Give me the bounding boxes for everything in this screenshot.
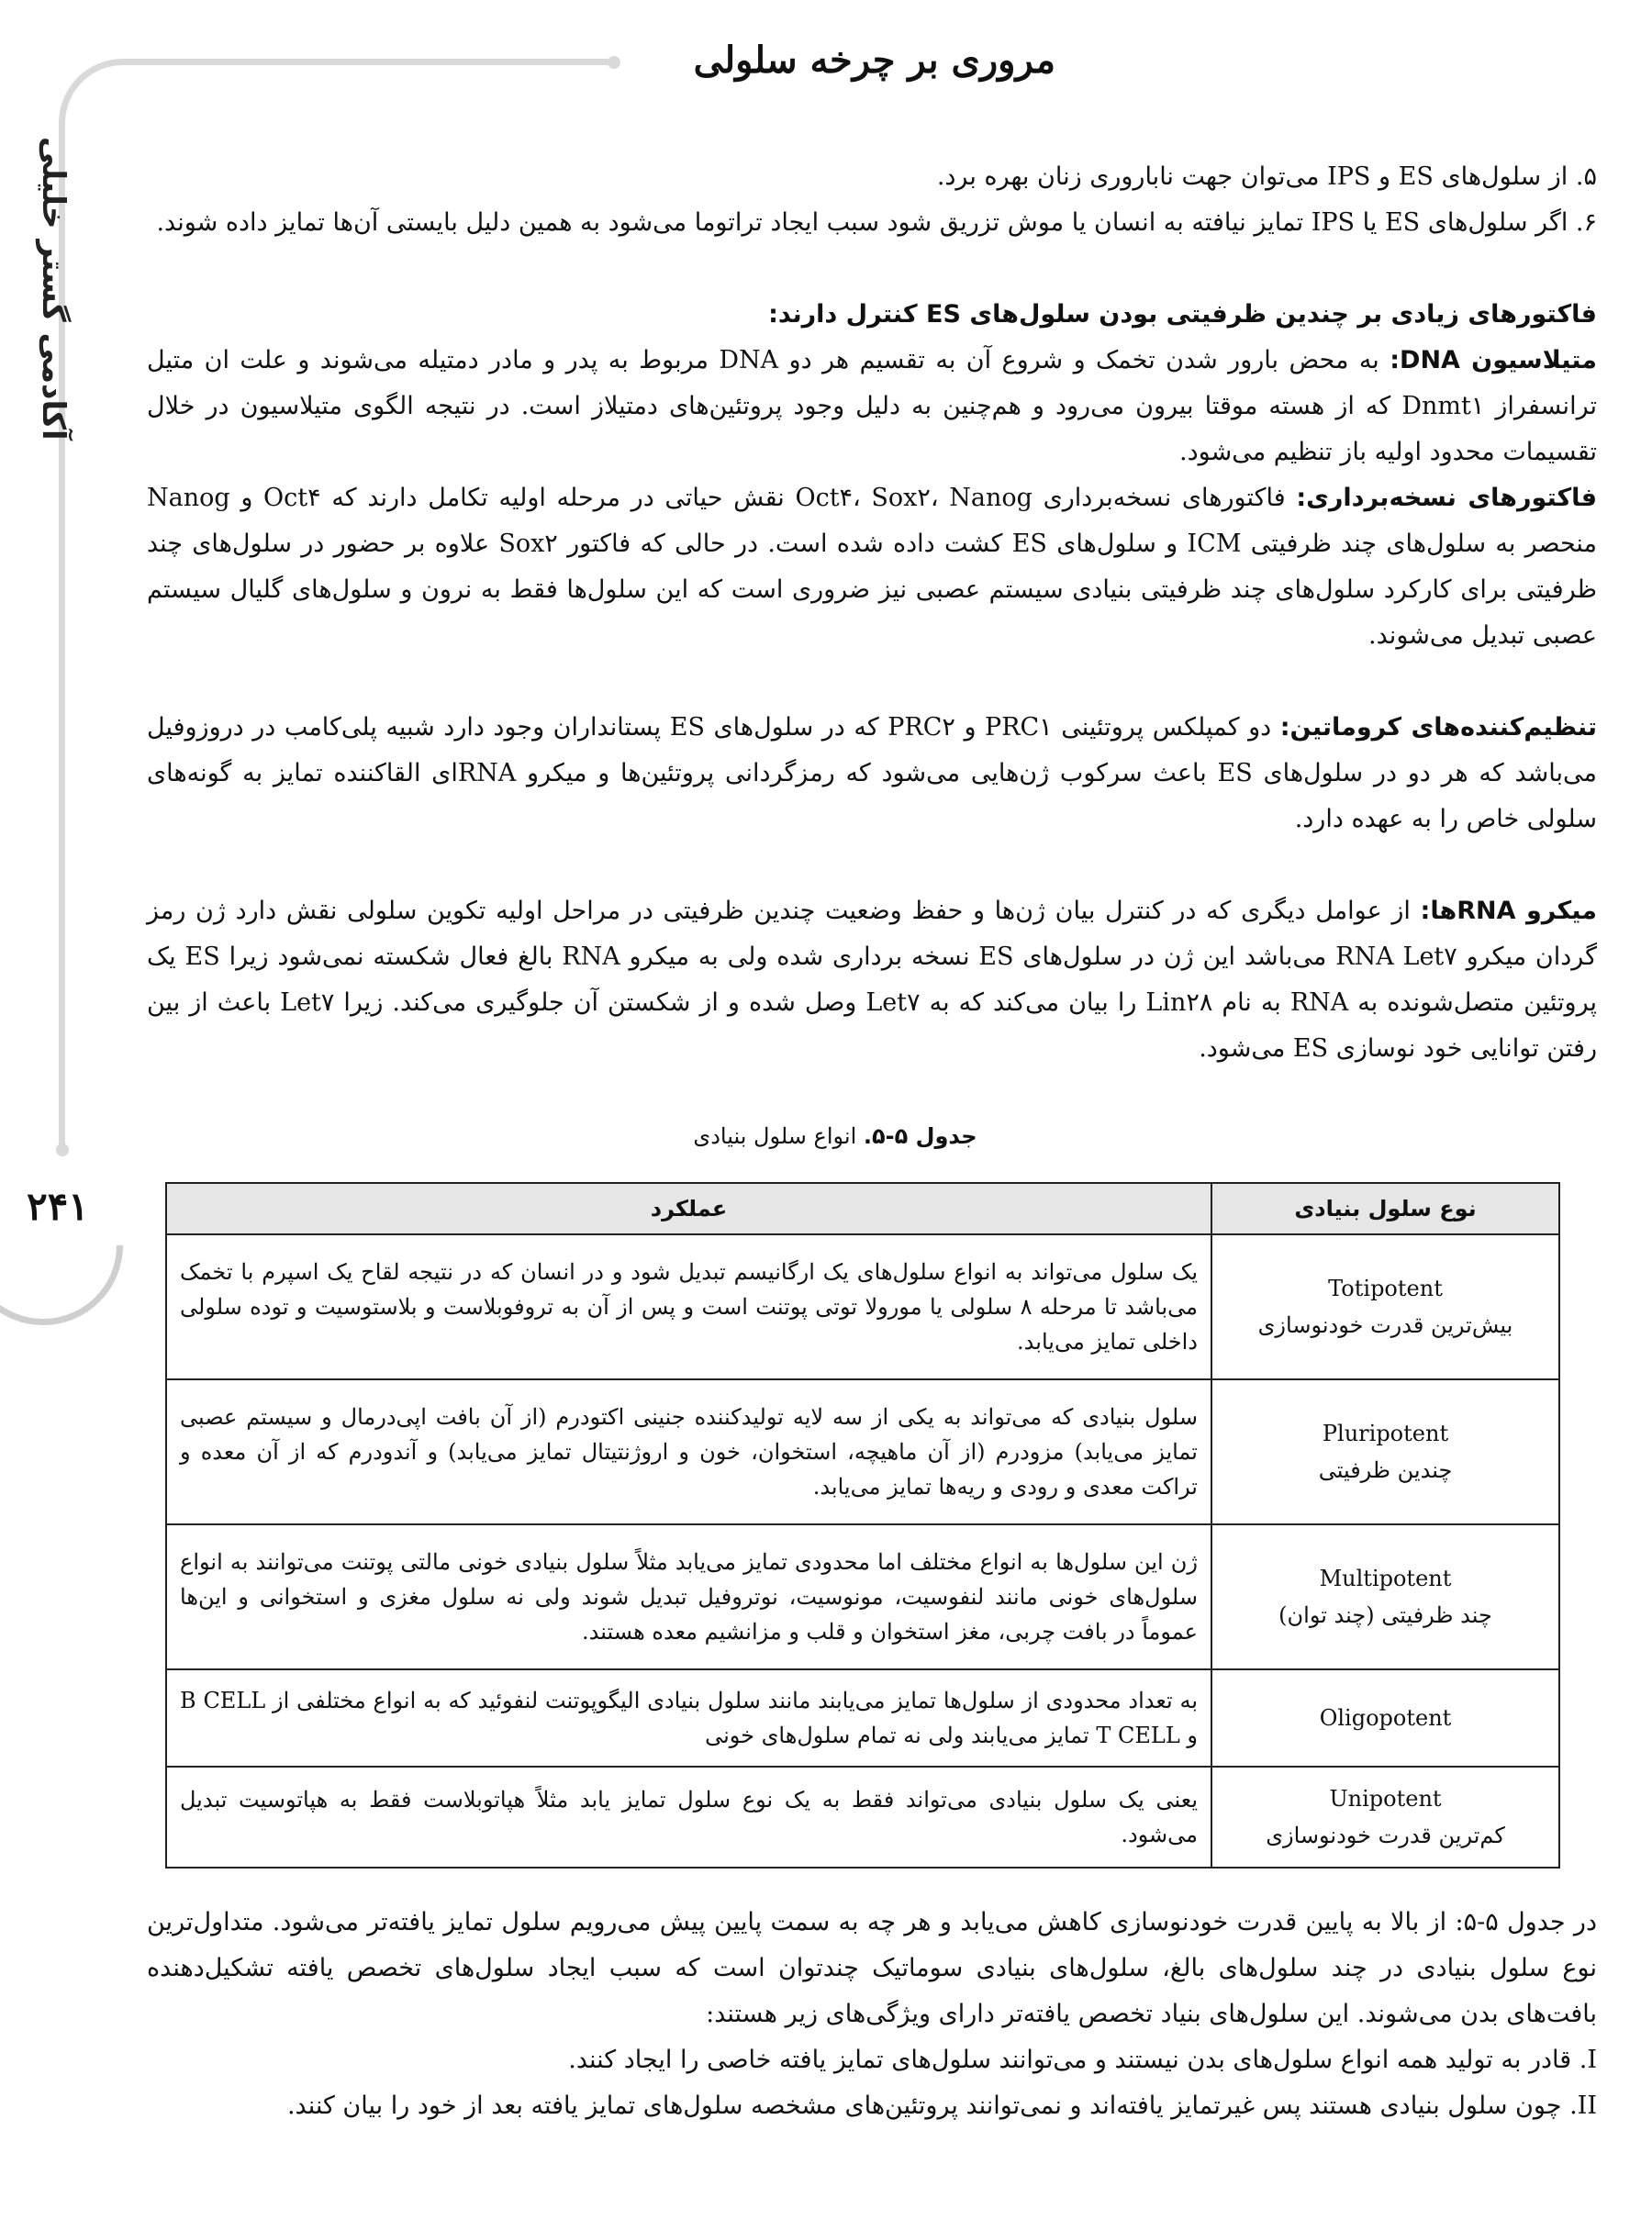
cell-function: یک سلول می‌تواند به انواع سلول‌های یک ارگانیسم تبدیل شود و در انسان که در نتیجه لقاح یک اسپرم با تخمک می‌باشد تا مرحله ۸ سلولی یا مورولا توتی پوتنت است و پس از آن به تروفوبلاست و بلاستوسیت و توده سلولی داخلی تمایز می‌یابد. bbox=[166, 1234, 1211, 1379]
cell-function: یعنی یک سلول بنیادی می‌تواند فقط به یک نوع سلول تمایز یابد مثلاً هپاتوبلاست فقط به هپاتوسیت تبدیل می‌شود. bbox=[166, 1767, 1211, 1868]
type-persian: چند ظرفیتی (چند توان) bbox=[1278, 1602, 1492, 1628]
table-row bbox=[166, 1524, 1559, 1669]
type-english: Oligopotent bbox=[1319, 1705, 1452, 1731]
type-persian: کم‌ترین قدرت خودنوسازی bbox=[1266, 1823, 1505, 1848]
closing-summary: در جدول ۵-۵: از بالا به پایین قدرت خودنوسازی کاهش می‌یابد و هر چه به سمت پایین پیش می‌رویم سلول تمایز یافته‌تر می‌شود. متداول‌ترین نوع سلول بنیادی در چند سلول‌های بالغ، سلول‌های بنیادی سوماتیک چندتوان است که سبب ایجاد سلول‌های تخصص یافته تشکیل‌دهنده بافت‌های بدن می‌شوند. این سلول‌های بنیاد تخصص یافته‌تر دارای ویژگی‌های زیر هستند: bbox=[147, 1908, 1597, 2028]
table-row bbox=[166, 1669, 1559, 1767]
header-function: عملکرد bbox=[166, 1183, 1211, 1234]
table-caption-text: انواع سلول بنیادی bbox=[693, 1123, 864, 1149]
cell-type bbox=[1211, 1524, 1559, 1669]
chromatin-regulators-body: دو کمپلکس پروتئینی PRC۱ و PRC۲ که در سلول‌های ES پستانداران وجود دارد شبیه پلی‌کامب در دروزوفیل می‌باشد که هر دو در سلول‌های ES باعث سرکوب ژن‌هایی می‌شود که رمزگردانی پروتئین‌ها و میکرو RNAای القاکننده تمایز به گونه‌های سلولی خاص را به عهده دارد. bbox=[147, 713, 1597, 833]
cell-type bbox=[1211, 1669, 1559, 1767]
stem-cell-types-table bbox=[165, 1182, 1560, 1869]
cell-function: سلول بنیادی که می‌تواند به یکی از سه لایه تولیدکننده جنینی اکتودرم (از آن بافت اپی‌درمال و سیستم عصبی تمایز می‌یابد) مزودرم (از آن ماهیچه، استخوان، خون و اروژنتیتال تمایز می‌یابد) و آندودرم که از آن معده و تراکت معدی و رودی و ریه‌ها تمایز می‌یابد. bbox=[166, 1379, 1211, 1524]
table-row bbox=[166, 1379, 1559, 1524]
paragraph-dna-methylation bbox=[147, 338, 1597, 475]
table-caption-number: جدول ۵-۵. bbox=[863, 1123, 977, 1149]
transcription-factors-lead: فاکتورهای نسخه‌برداری: bbox=[1296, 484, 1597, 512]
paragraph-transcription-factors bbox=[147, 475, 1597, 659]
type-english: Multipotent bbox=[1319, 1566, 1452, 1591]
paragraph-chromatin-regulators bbox=[147, 705, 1597, 842]
header-frame-line bbox=[59, 59, 620, 129]
header-type: نوع سلول بنیادی bbox=[1211, 1183, 1559, 1234]
cell-type bbox=[1211, 1234, 1559, 1379]
factors-heading bbox=[147, 292, 1643, 338]
cell-type bbox=[1211, 1767, 1559, 1868]
cell-function: ژن این سلول‌ها به انواع مختلف اما محدودی تمایز می‌یابد مثلاً سلول بنیادی خونی مالتی پوتنت می‌توانند به انواع سلول‌های خونی مانند لنفوسیت، مونوسیت، نوتروفیل تبدیل شوند ولی نه سلول مغزی و استخوانی و این‌ها عموماً در بافت چربی، مغز استخوان و قلب و مزانشیم معده هستند. bbox=[166, 1524, 1211, 1669]
publisher-name: آکادمی گستر خلیلی bbox=[35, 137, 72, 441]
page-number: ۲۴۱ bbox=[27, 1184, 89, 1229]
micro-rna-body: از عوامل دیگری که در کنترل بیان ژن‌ها و حفظ وضعیت چندین ظرفیتی در مراحل اولیه تکوین سلولی نقش دارد ژن رمز گردان میکرو RNA Let۷ می‌باشد این ژن در سلول‌های ES نسخه برداری شده ولی به میکرو RNA بالغ فعال شکسته نمی‌شود زیرا ES یک پروتئین متصل‌شونده به RNA به نام Lin۲۸ را بیان می‌کند که به Let۷ وصل شده و از شکستن آن جلوگیری می‌کند. زیرا Let۷ باعث از بین رفتن توانایی خود نوسازی ES می‌شود. bbox=[147, 897, 1598, 1063]
paragraph-micro-rna bbox=[147, 888, 1597, 1072]
list-item-2: II. چون سلول بنیادی هستند پس غیرتمایز یافته‌اند و نمی‌توانند پروتئین‌های مشخصه سلول‌های تمایز یافته بعد از خود را بیان کنند. bbox=[286, 2092, 1597, 2120]
chromatin-regulators-lead: تنظیم‌کننده‌های کروماتین: bbox=[1279, 713, 1598, 742]
dna-methylation-body: به محض بارور شدن تخمک و شروع آن به تقسیم هر دو DNA مربوط به پدر و مادر دمتیله می‌شوند و علت ان متیل ترانسفراز Dnmt۱ که از هسته موقتا بیرون می‌رود و هم‌چنین به دلیل وجود پروتئین‌های دمتیلاز است. در نتیجه الگوی متیلاسیون در خلال تقسیمات محدود اولیه باز تنظیم می‌شود. bbox=[147, 346, 1597, 466]
micro-rna-lead: میکرو RNAها: bbox=[1420, 897, 1597, 925]
page-number-arc bbox=[0, 1132, 156, 1358]
list-item-1: I. قادر به تولید همه انواع سلول‌های بدن نیستند و می‌توانند سلول‌های تمایز یافته خاصی را ایجاد کنند. bbox=[568, 2046, 1597, 2074]
transcription-factors-body: فاکتورهای نسخه‌برداری Oct۴، Sox۲، Nanog نقش حیاتی در مرحله اولیه تکامل دارند که Oct۴ و Nanog منحصر به سلول‌های چند ظرفیتی ICM و سلول‌های ES کشت داده شده است. در حالی که فاکتور Sox۲ علاوه بر حضور در سلول‌های چند ظرفیتی برای کارکرد سلول‌های چند ظرفیتی بنیادی سیستم عصبی نیز ضروری است که این سلول‌ها فقط به نرون و سلول‌های گلیال سیستم عصبی تبدیل می‌شوند. bbox=[147, 484, 1597, 650]
cell-function: به تعداد محدودی از سلول‌ها تمایز می‌یابند مانند سلول بنیادی الیگوپوتنت لنفوئید که به انواع مختلفی از B CELL و T CELL تمایز می‌یابند ولی نه تمام سلول‌های خونی bbox=[166, 1669, 1211, 1767]
table-row bbox=[166, 1234, 1559, 1379]
table-caption bbox=[514, 1123, 1156, 1149]
type-persian: بیش‌ترین قدرت خودنوسازی bbox=[1257, 1312, 1513, 1338]
type-english: Totipotent bbox=[1328, 1276, 1443, 1301]
type-persian: چندین ظرفیتی bbox=[1318, 1457, 1453, 1483]
paragraph-item-6: ۶. اگر سلول‌های ES یا IPS تمایز نیافته به انسان یا موش تزریق شود سبب ایجاد تراتوما می‌شود به همین دلیل بایستی آن‌ها تمایز داده شوند. bbox=[156, 208, 1597, 237]
table-header-row bbox=[166, 1183, 1559, 1234]
paragraph-item-5: ۵. از سلول‌های ES و IPS می‌توان جهت ناباروری زنان بهره برد. bbox=[936, 162, 1597, 191]
type-english: Unipotent bbox=[1329, 1786, 1442, 1812]
side-frame-dot bbox=[56, 1143, 69, 1156]
chapter-title: مروری بر چرخه سلولی bbox=[693, 39, 1055, 82]
type-english: Pluripotent bbox=[1322, 1421, 1449, 1446]
dna-methylation-lead: متیلاسیون DNA: bbox=[1390, 346, 1597, 374]
factors-heading-text: فاکتورهای زیادی بر چندین ظرفیتی بودن سلول‌های ES کنترل دارند: bbox=[768, 300, 1597, 329]
header-frame-dot bbox=[608, 56, 620, 69]
table-row bbox=[166, 1767, 1559, 1868]
cell-type bbox=[1211, 1379, 1559, 1524]
